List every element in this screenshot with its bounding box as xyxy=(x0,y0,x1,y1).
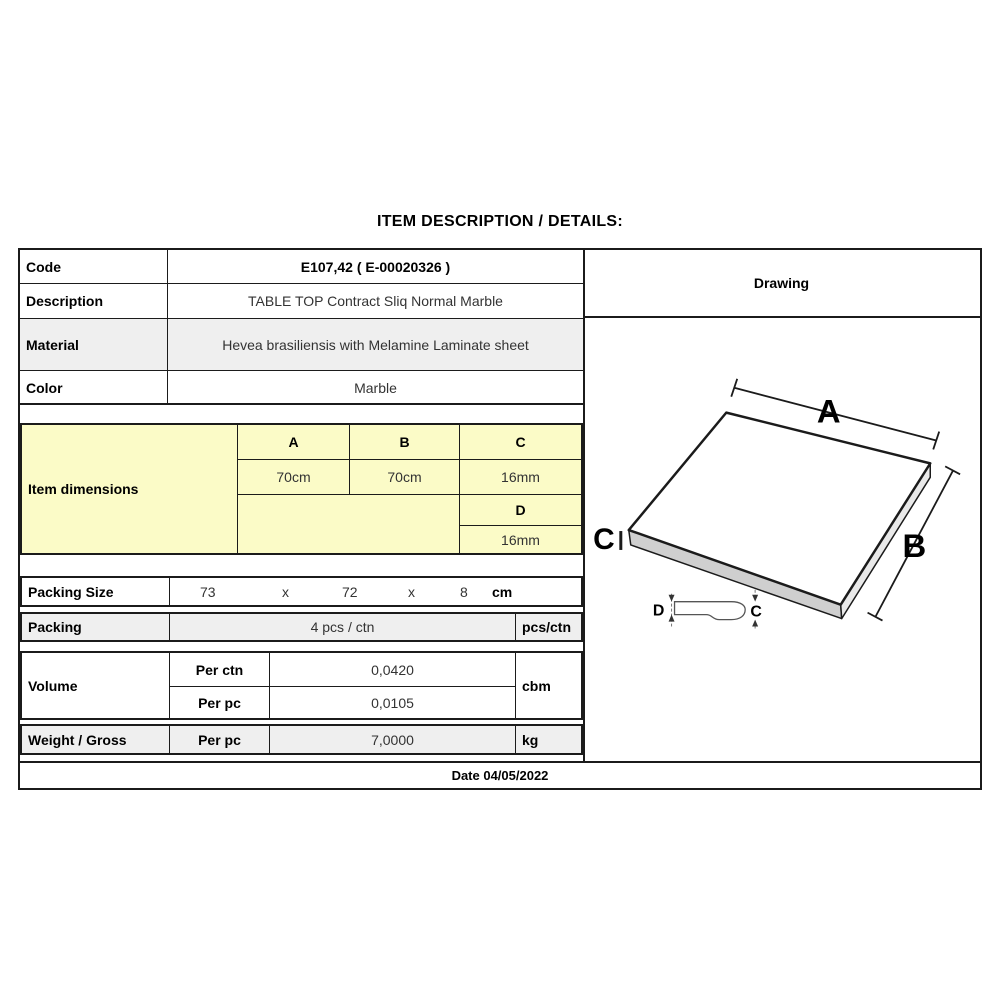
weight-block xyxy=(20,724,583,755)
dim-header-c: C xyxy=(459,425,581,459)
color-label: Color xyxy=(20,370,167,405)
packing-unit: pcs/ctn xyxy=(515,614,581,640)
dim-label-c: C xyxy=(593,522,615,556)
color-value: Marble xyxy=(167,370,583,405)
dim-empty-cell xyxy=(237,494,459,553)
dim-header-b: B xyxy=(349,425,459,459)
date-row: Date 04/05/2022 xyxy=(20,761,980,788)
info-block xyxy=(20,250,583,405)
dim-line-b-tick2 xyxy=(868,613,883,621)
spec-table xyxy=(18,248,982,790)
packing-size-x2: x xyxy=(408,583,415,600)
material-label: Material xyxy=(20,318,167,370)
profile-label-d: D xyxy=(652,602,665,620)
profile-c-arrow-bottom xyxy=(752,620,758,627)
packing-size-x1: x xyxy=(282,583,289,600)
dim-value-c: 16mm xyxy=(459,459,581,494)
profile-d-arrow-bottom xyxy=(669,615,675,622)
packing-size-n1: 73 xyxy=(200,583,216,600)
profile-c-arrow-top xyxy=(752,595,758,602)
packing-size-block xyxy=(20,576,583,607)
material-value: Hevea brasiliensis with Melamine Laminate sheet xyxy=(167,318,583,370)
dim-value-b: 70cm xyxy=(349,459,459,494)
volume-label: Volume xyxy=(28,677,78,694)
dim-header-a: A xyxy=(237,425,349,459)
description-label: Description xyxy=(20,283,167,318)
volume-per-ctn-label: Per ctn xyxy=(169,653,269,686)
dim-value-d: 16mm xyxy=(459,525,581,553)
packing-size-unit: cm xyxy=(492,583,513,600)
packing-label: Packing xyxy=(28,619,82,635)
weight-unit: kg xyxy=(515,726,581,753)
tabletop-drawing xyxy=(583,318,980,761)
packing-block xyxy=(20,612,583,642)
weight-per-pc-label: Per pc xyxy=(169,726,269,753)
dim-label-b: B xyxy=(902,526,927,564)
weight-label: Weight / Gross xyxy=(28,731,127,748)
tabletop-top-face xyxy=(629,413,930,605)
code-label: Code xyxy=(26,258,61,275)
packing-value: 4 pcs / ctn xyxy=(169,614,515,640)
dimensions-block xyxy=(20,423,583,555)
edge-profile-shape xyxy=(675,602,746,620)
dim-header-d: D xyxy=(459,494,581,525)
volume-per-pc-value: 0,0105 xyxy=(269,686,515,718)
description-value: TABLE TOP Contract Sliq Normal Marble xyxy=(167,283,583,318)
packing-size-values xyxy=(169,578,581,605)
volume-block xyxy=(20,651,583,720)
dim-label-a: A xyxy=(816,392,841,430)
dim-value-a: 70cm xyxy=(237,459,349,494)
weight-value: 7,0000 xyxy=(269,726,515,753)
profile-label-c: C xyxy=(750,603,762,621)
packing-size-label: Packing Size xyxy=(28,583,114,600)
drawing-header-cell: Drawing xyxy=(583,250,980,318)
dimensions-label: Item dimensions xyxy=(28,481,139,497)
packing-size-n3: 8 xyxy=(460,583,468,600)
packing-size-n2: 72 xyxy=(342,583,358,600)
code-value: E107,42 ( E-00020326 ) xyxy=(167,250,583,283)
volume-unit: cbm xyxy=(515,653,581,718)
volume-per-ctn-value: 0,0420 xyxy=(269,653,515,686)
volume-per-pc-label: Per pc xyxy=(169,686,269,718)
drawing-area xyxy=(583,318,980,761)
profile-d-arrow-top xyxy=(669,595,675,602)
page-title: ITEM DESCRIPTION / DETAILS: xyxy=(376,213,624,230)
